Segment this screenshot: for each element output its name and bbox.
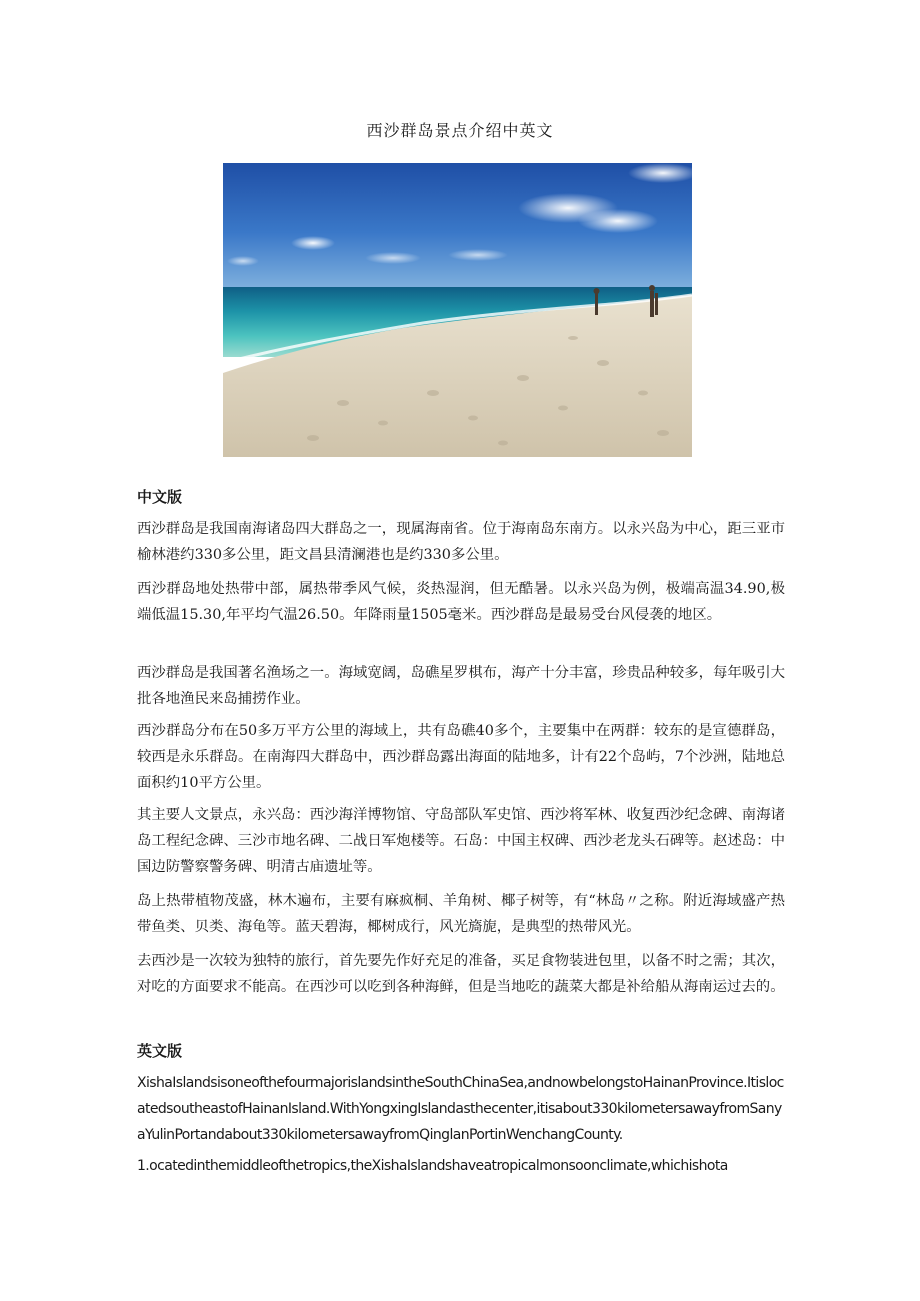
chinese-paragraph: 西沙群岛分布在50多万平方公里的海域上，共有岛礁40多个，主要集中在两群：较东的是宣德群岛，较西是永乐群岛。在南海四大群岛中，西沙群岛露出海面的陆地多，计有22个岛屿，7个沙洲，陆地总面积约10平方公里。 xyxy=(137,723,785,791)
english-paragraph: 1.ocatedinthemiddleofthetropics,theXishaIslandshaveatropicalmonsoonclimate,whichishota xyxy=(137,1158,728,1174)
chinese-paragraph: 去西沙是一次较为独特的旅行，首先要先作好充足的准备，买足食物装进包里，以备不时之需；其次，对吃的方面要求不能高。在西沙可以吃到各种海鲜，但是当地吃的蔬菜大都是补给船从海南运过去的。 xyxy=(137,953,785,995)
chinese-paragraph: 岛上热带植物茂盛，林木遍布，主要有麻疯桐、羊角树、椰子树等，有“林岛〃之称。附近海域盛产热带鱼类、贝类、海龟等。蓝天碧海，椰树成行，风光旖旎，是典型的热带风光。 xyxy=(137,893,785,935)
english-paragraph: XishaIslandsisoneofthefourmajorislandsintheSouthChinaSea,andnowbelongstoHainanProvince.ItislocatedsoutheastofHainanIsland.WithYongxingIslandasthecenter,itisabout330kilometersawayfromSanyaYulinPortandabout330kilometersawayfromQinglanPortinWenchangCounty. xyxy=(137,1075,784,1143)
chinese-paragraph: 其主要人文景点，永兴岛：西沙海洋博物馆、守岛部队军史馆、西沙将军林、收复西沙纪念碑、南海诸岛工程纪念碑、三沙市地名碑、二战日军炮楼等。石岛：中国主权碑、西沙老龙头石碑等。赵述岛：中国边防警察警务碑、明清古庙遗址等。 xyxy=(137,807,785,875)
beach-photo xyxy=(223,163,692,457)
chinese-paragraph: 西沙群岛是我国南海诸岛四大群岛之一，现属海南省。位于海南岛东南方。以永兴岛为中心，距三亚市榆林港约330多公里，距文昌县清澜港也是约330多公里。 xyxy=(137,521,785,563)
chinese-paragraph: 西沙群岛地处热带中部，属热带季风气候，炎热湿润，但无酷暑。以永兴岛为例，极端高温34.90,极端低温15.30,年平均气温26.50。年降雨量1505毫米。西沙群岛是最易受台风侵袭的地区。 xyxy=(137,581,785,623)
chinese-paragraph: 西沙群岛是我国著名渔场之一。海域宽阔，岛礁星罗棋布，海产十分丰富，珍贵品种较多，每年吸引大批各地渔民来岛捕捞作业。 xyxy=(137,665,785,707)
chinese-section-heading: 中文版 xyxy=(137,488,183,506)
document-title: 西沙群岛景点介绍中英文 xyxy=(366,121,554,140)
english-section-heading: 英文版 xyxy=(137,1042,183,1060)
